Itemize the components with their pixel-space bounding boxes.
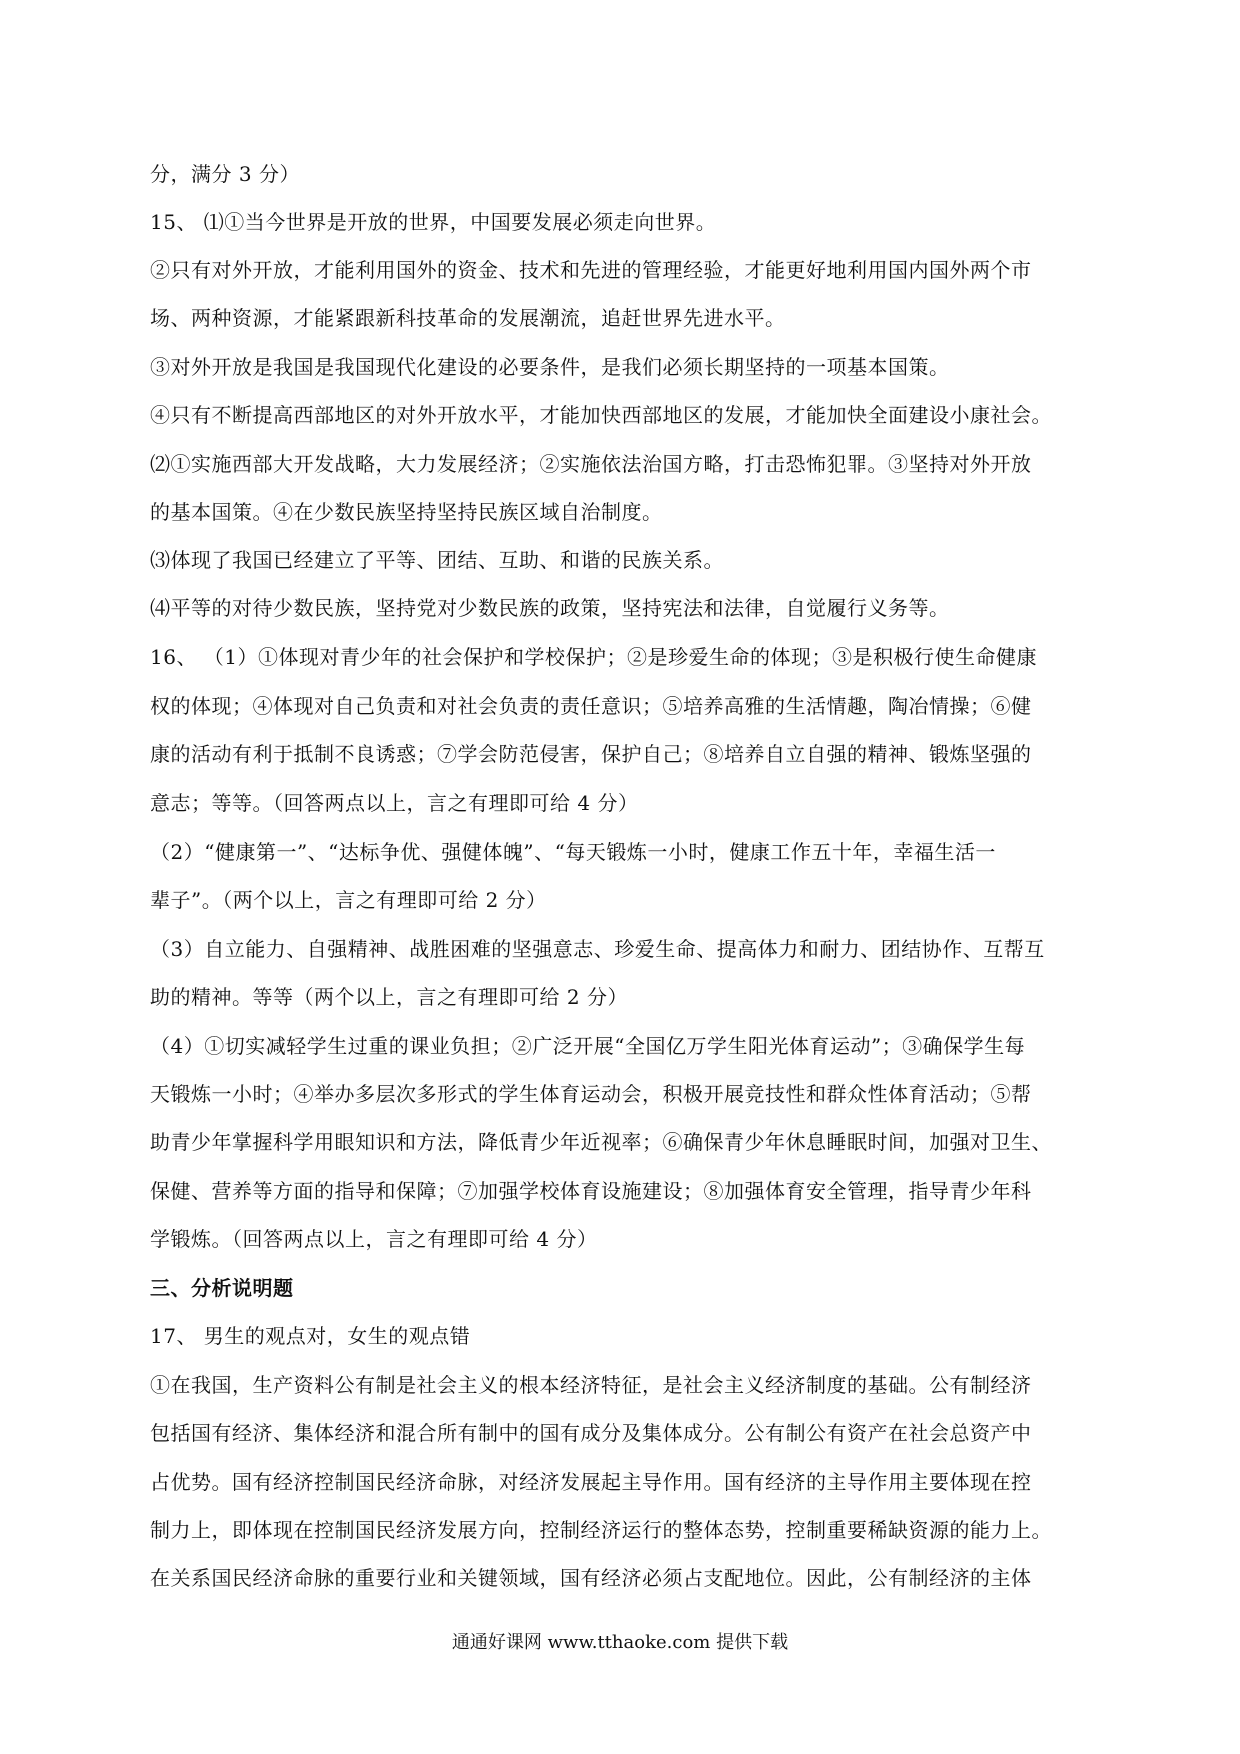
text-line: ④只有不断提高西部地区的对外开放水平，才能加快西部地区的发展，才能加快全面建设小康社会。	[150, 403, 1052, 427]
text-line: 在关系国民经济命脉的重要行业和关键领域，国有经济必须占支配地位。因此，公有制经济的主体	[150, 1566, 1032, 1590]
text-line: ③对外开放是我国是我国现代化建设的必要条件，是我们必须长期坚持的一项基本国策。	[150, 355, 950, 379]
text-line: ⑵①实施西部大开发战略，大力发展经济；②实施依法治国方略，打击恐怖犯罪。③坚持对外开放	[150, 452, 1032, 476]
text-line: ①在我国，生产资料公有制是社会主义的根本经济特征，是社会主义经济制度的基础。公有制经济	[150, 1373, 1032, 1397]
text-line: 占优势。国有经济控制国民经济命脉，对经济发展起主导作用。国有经济的主导作用主要体现在控	[150, 1470, 1032, 1494]
text-line: 助青少年掌握科学用眼知识和方法，降低青少年近视率；⑥确保青少年休息睡眠时间，加强对卫生、	[150, 1130, 1052, 1154]
text-line: 助的精神。等等（两个以上，言之有理即可给 2 分）	[150, 985, 628, 1009]
text-line: 15、 ⑴①当今世界是开放的世界，中国要发展必须走向世界。	[150, 210, 717, 234]
section-heading: 三、分析说明题	[150, 1276, 294, 1300]
text-line: 分，满分 3 分）	[150, 162, 300, 186]
text-line: 包括国有经济、集体经济和混合所有制中的国有成分及集体成分。公有制公有资产在社会总资产中	[150, 1421, 1032, 1445]
text-line: （3）自立能力、自强精神、战胜困难的坚强意志、珍爱生命、提高体力和耐力、团结协作、互帮互	[150, 937, 1045, 961]
text-line: 权的体现；④体现对自己负责和对社会负责的责任意识；⑤培养高雅的生活情趣，陶冶情操；⑥健	[150, 694, 1032, 718]
text-line: 场、两种资源，才能紧跟新科技革命的发展潮流，追赶世界先进水平。	[150, 306, 786, 330]
text-line: （4）①切实减轻学生过重的课业负担；②广泛开展“全国亿万学生阳光体育运动”；③确保学生每	[150, 1034, 1026, 1058]
text-line: 天锻炼一小时；④举办多层次多形式的学生体育运动会，积极开展竞技性和群众性体育活动；⑤帮	[150, 1082, 1032, 1106]
text-line: 的基本国策。④在少数民族坚持坚持民族区域自治制度。	[150, 500, 663, 524]
text-line: 保健、营养等方面的指导和保障；⑦加强学校体育设施建设；⑧加强体育安全管理，指导青少年科	[150, 1179, 1032, 1203]
text-line: ⑶体现了我国已经建立了平等、团结、互助、和谐的民族关系。	[150, 548, 724, 572]
page-footer: 通通好课网 www.tthaoke.com 提供下载	[451, 1632, 789, 1653]
text-line: （2）“健康第一”、“达标争优、强健体魄”、“每天锻炼一小时，健康工作五十年，幸福生活一	[150, 840, 996, 864]
text-line: 17、 男生的观点对，女生的观点错	[150, 1324, 471, 1348]
text-line: 康的活动有利于抵制不良诱惑；⑦学会防范侵害，保护自己；⑧培养自立自强的精神、锻炼坚强的	[150, 742, 1032, 766]
text-line: 意志；等等。（回答两点以上，言之有理即可给 4 分）	[150, 791, 639, 815]
text-line: ②只有对外开放，才能利用国外的资金、技术和先进的管理经验，才能更好地利用国内国外两个市	[150, 258, 1032, 282]
text-line: 辈子”。（两个以上，言之有理即可给 2 分）	[150, 888, 547, 912]
text-line: 学锻炼。（回答两点以上，言之有理即可给 4 分）	[150, 1227, 598, 1251]
text-line: ⑷平等的对待少数民族，坚持党对少数民族的政策，坚持宪法和法律，自觉履行义务等。	[150, 596, 950, 620]
text-line: 16、 （1）①体现对青少年的社会保护和学校保护；②是珍爱生命的体现；③是积极行使生命健康	[150, 645, 1038, 669]
text-line: 制力上，即体现在控制国民经济发展方向，控制经济运行的整体态势，控制重要稀缺资源的能力上。	[150, 1518, 1052, 1542]
